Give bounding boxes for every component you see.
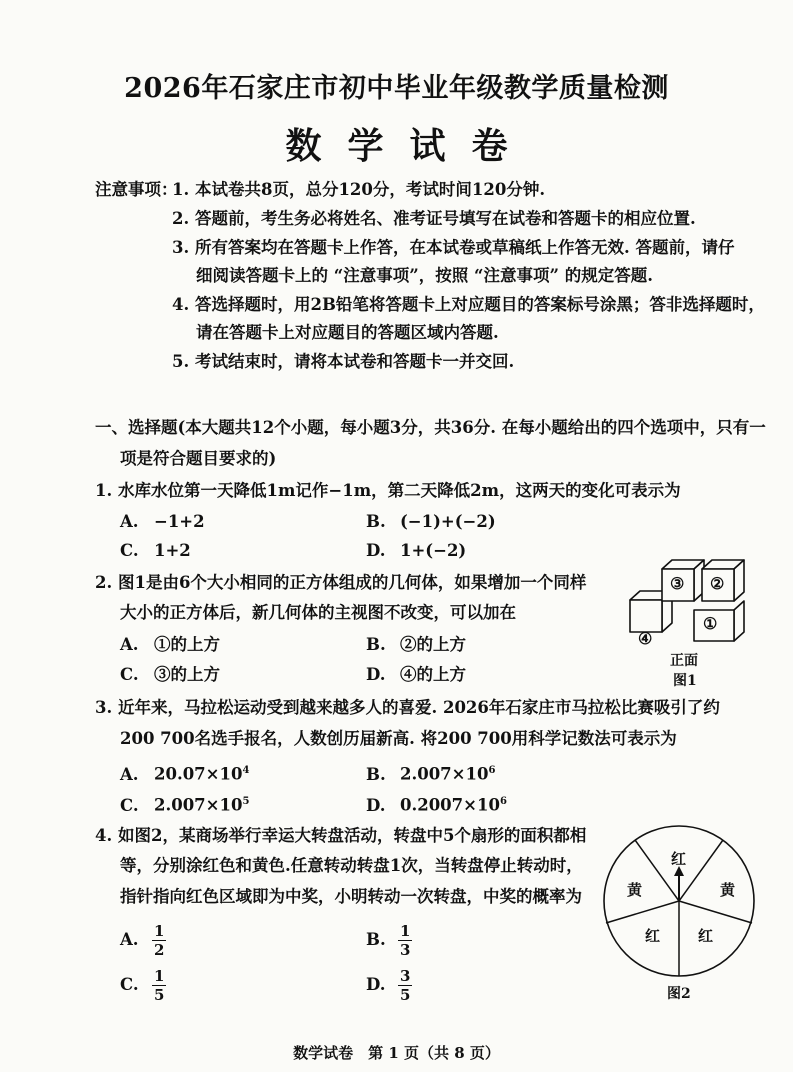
note-1: 1. 本试卷共8页，总分120分，考试时间120分钟. bbox=[172, 180, 546, 199]
figure-2-caption: 图2 bbox=[667, 986, 691, 1002]
q2-option-c: C. ③的上方 bbox=[120, 665, 220, 684]
note-4-cont: 请在答题卡上对应题目的答题区域内答题. bbox=[196, 323, 499, 342]
q1-option-a: A. −1+2 bbox=[120, 512, 205, 531]
q4-option-d: D. $\frac{3}{5}$ bbox=[366, 967, 411, 1004]
page-subtitle: 数学试卷 bbox=[285, 125, 534, 167]
q3-option-d: D. $0.2007\times 10^6$ bbox=[366, 795, 507, 815]
notes-label: 注意事项： bbox=[95, 180, 178, 199]
question-4-stem: 4. 如图2，某商场举行幸运大转盘活动，转盘中5个扇形的面积都相 bbox=[95, 826, 587, 845]
sector-yellow-left: 黄 bbox=[627, 881, 643, 899]
cube-label-2: ② bbox=[710, 574, 725, 593]
page-footer: 数学试卷 第 1 页（共 8 页） bbox=[293, 1044, 500, 1062]
q3-option-b: B. $2.007\times 10^6$ bbox=[366, 764, 496, 784]
section-heading-cont: 项是符合题目要求的) bbox=[120, 449, 277, 468]
note-5: 5. 考试结束时，请将本试卷和答题卡一并交回. bbox=[172, 352, 515, 371]
q4-option-b: B. $\frac{1}{3}$ bbox=[366, 922, 411, 959]
q2-option-a: A. ①的上方 bbox=[120, 635, 220, 654]
cube-label-4: ④ bbox=[638, 629, 653, 648]
figure-1-front-label: 正面 bbox=[670, 653, 698, 669]
q1-option-b: B. (−1)+(−2) bbox=[366, 512, 496, 531]
sector-red-bottom-left: 红 bbox=[645, 927, 661, 945]
question-1-stem: 1. 水库水位第一天降低1m记作−1m，第二天降低2m，这两天的变化可表示为 bbox=[95, 481, 681, 500]
page-title: 2026年石家庄市初中毕业年级教学质量检测 bbox=[124, 73, 669, 104]
q2-option-b: B. ②的上方 bbox=[366, 635, 466, 654]
sector-red-top: 红 bbox=[671, 850, 687, 868]
q3-option-c: C. $2.007\times 10^5$ bbox=[120, 795, 250, 815]
q3-option-a: A. $20.07\times 10^4$ bbox=[120, 764, 250, 784]
question-3-stem: 3. 近年来，马拉松运动受到越来越多人的喜爱. 2026年石家庄市马拉松比赛吸引了约 bbox=[95, 698, 720, 717]
figure-1-caption: 图1 bbox=[673, 673, 697, 689]
q4-option-a: A. $\frac{1}{2}$ bbox=[120, 922, 165, 959]
question-3-stem-cont: 200 700名选手报名，人数创历届新高. 将200 700用科学记数法可表示为 bbox=[120, 729, 677, 748]
note-4: 4. 答选择题时，用2B铅笔将答题卡上对应题目的答案标号涂黑；答非选择题时， bbox=[172, 295, 765, 314]
section-heading: 一、选择题(本大题共12个小题，每小题3分，共36分. 在每小题给出的四个选项中，只有一 bbox=[95, 418, 766, 437]
note-3: 3. 所有答案均在答题卡上作答，在本试卷或草稿纸上作答无效. 答题前，请仔 bbox=[172, 238, 735, 257]
q1-option-d: D. 1+(−2) bbox=[366, 541, 467, 560]
sector-yellow-right: 黄 bbox=[720, 881, 736, 899]
note-2: 2. 答题前，考生务必将姓名、准考证号填写在试卷和答题卡的相应位置. bbox=[172, 209, 696, 228]
cube-label-3: ③ bbox=[670, 574, 685, 593]
q4-option-c: C. $\frac{1}{5}$ bbox=[120, 967, 165, 1004]
cube-label-1: ① bbox=[703, 614, 718, 633]
sector-red-bottom-right: 红 bbox=[698, 927, 714, 945]
question-4-stem-cont-1: 等，分别涂红色和黄色.任意转动转盘1次，当转盘停止转动时， bbox=[120, 856, 583, 875]
question-2-stem-cont: 大小的正方体后，新几何体的主视图不改变，可以加在 bbox=[120, 603, 516, 622]
note-3-cont: 细阅读答题卡上的 “注意事项”，按照 “注意事项” 的规定答题. bbox=[196, 266, 653, 285]
q2-option-d: D. ④的上方 bbox=[366, 665, 466, 684]
question-2-stem: 2. 图1是由6个大小相同的正方体组成的几何体，如果增加一个同样 bbox=[95, 573, 587, 592]
question-4-stem-cont-2: 指针指向红色区域即为中奖，小明转动一次转盘，中奖的概率为 bbox=[120, 887, 582, 906]
q1-option-c: C. 1+2 bbox=[120, 541, 191, 560]
